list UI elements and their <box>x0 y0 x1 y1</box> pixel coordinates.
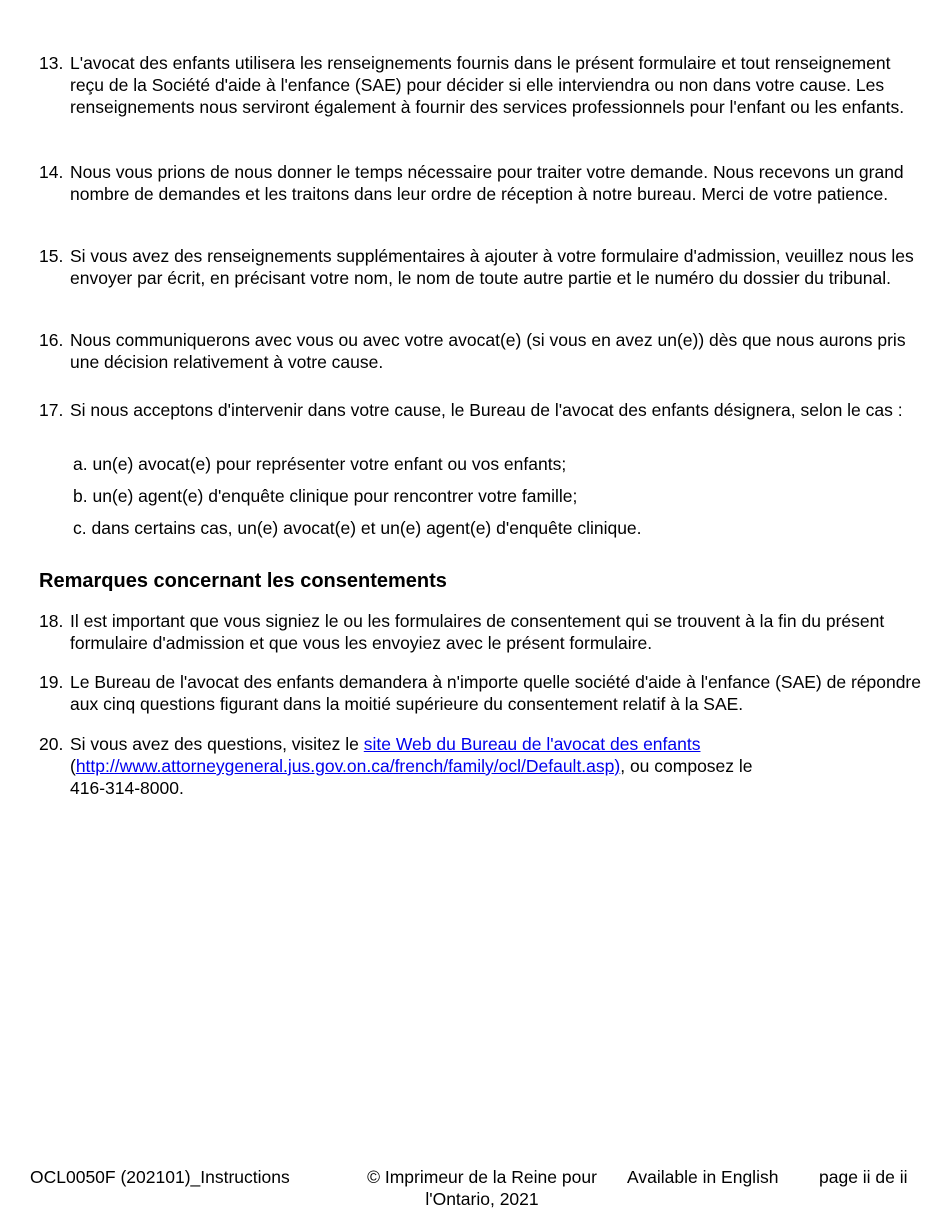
item-text: Si nous acceptons d'intervenir dans votre cause, le Bureau de l'avocat des enfants désignera, selon le cas : <box>70 400 903 420</box>
item-text: Le Bureau de l'avocat des enfants demandera à n'importe quelle société d'aide à l'enfance (SAE) de répondre aux cinq questions figurant dans la moitié supérieure du consentement relatif à la SAE. <box>70 672 921 714</box>
instruction-item-13 <box>39 52 924 118</box>
subitem-c: c. dans certains cas, un(e) avocat(e) et un(e) agent(e) d'enquête clinique. <box>73 518 642 538</box>
item-text <box>70 733 924 799</box>
item-text: Nous vous prions de nous donner le temps nécessaire pour traiter votre demande. Nous recevons un grand nombre de demandes et les traitons dans leur ordre de réception à notre bureau. Merci de votre patience. <box>70 162 904 204</box>
item-number: 15. <box>39 246 64 266</box>
copyright-line-1: © Imprimeur de la Reine pour <box>367 1167 597 1187</box>
subitem-a: a. un(e) avocat(e) pour représenter votre enfant ou vos enfants; <box>73 454 567 474</box>
item-number: 14. <box>39 162 64 182</box>
phone-number: 416-314-8000. <box>70 778 184 798</box>
item-text-prefix: Si vous avez des questions, visitez le <box>70 734 364 754</box>
item-number: 19. <box>39 672 64 692</box>
copyright-line-2: l'Ontario, 2021 <box>425 1189 539 1209</box>
instruction-item-16 <box>39 329 924 373</box>
footer-form-id: OCL0050F (202101)_Instructions <box>30 1167 290 1187</box>
item-number: 16. <box>39 330 64 350</box>
footer-language: Available in English <box>627 1167 779 1187</box>
instruction-item-19 <box>39 671 924 715</box>
paren-open: ( <box>70 756 76 776</box>
item-number: 17. <box>39 400 64 420</box>
instruction-item-17 <box>39 399 924 421</box>
item-text: L'avocat des enfants utilisera les renseignements fournis dans le présent formulaire et tout renseignement reçu de la Société d'aide à l'enfance (SAE) pour décider si elle interviendra ou non dans votre cause. Les renseignements nous serviront également à fournir des services professionnels pour l'enfant ou les enfants. <box>70 53 905 117</box>
instruction-item-14 <box>39 161 924 205</box>
section-heading: Remarques concernant les consentements <box>39 570 447 592</box>
subitem-b: b. un(e) agent(e) d'enquête clinique pour rencontrer votre famille; <box>73 486 578 506</box>
footer-page-number: page ii de ii <box>819 1167 908 1187</box>
item-number: 13. <box>39 53 64 73</box>
instruction-item-20 <box>39 733 924 799</box>
instruction-item-18 <box>39 610 924 654</box>
ocl-website-link[interactable]: site Web du Bureau de l'avocat des enfants <box>363 734 701 754</box>
item-number: 18. <box>39 611 64 631</box>
item-text: Si vous avez des renseignements supplémentaires à ajouter à votre formulaire d'admission, veuillez nous les envoyer par écrit, en précisant votre nom, le nom de toute autre partie et le numéro du dossier du tribunal. <box>70 246 914 288</box>
item-text: Nous communiquerons avec vous ou avec votre avocat(e) (si vous en avez un(e)) dès que nous aurons pris une décision relativement à votre cause. <box>70 330 906 372</box>
instruction-item-15 <box>39 245 924 289</box>
ocl-website-url-link[interactable]: http://www.attorneygeneral.jus.gov.on.ca/french/family/ocl/Default.asp) <box>75 756 621 776</box>
item-text-suffix: , ou composez le <box>620 756 753 776</box>
item-text: Il est important que vous signiez le ou les formulaires de consentement qui se trouvent à la fin du présent formulaire d'admission et que vous les envoyiez avec le présent formulaire. <box>70 611 885 653</box>
footer-copyright <box>352 1166 612 1210</box>
item-number: 20. <box>39 734 64 754</box>
